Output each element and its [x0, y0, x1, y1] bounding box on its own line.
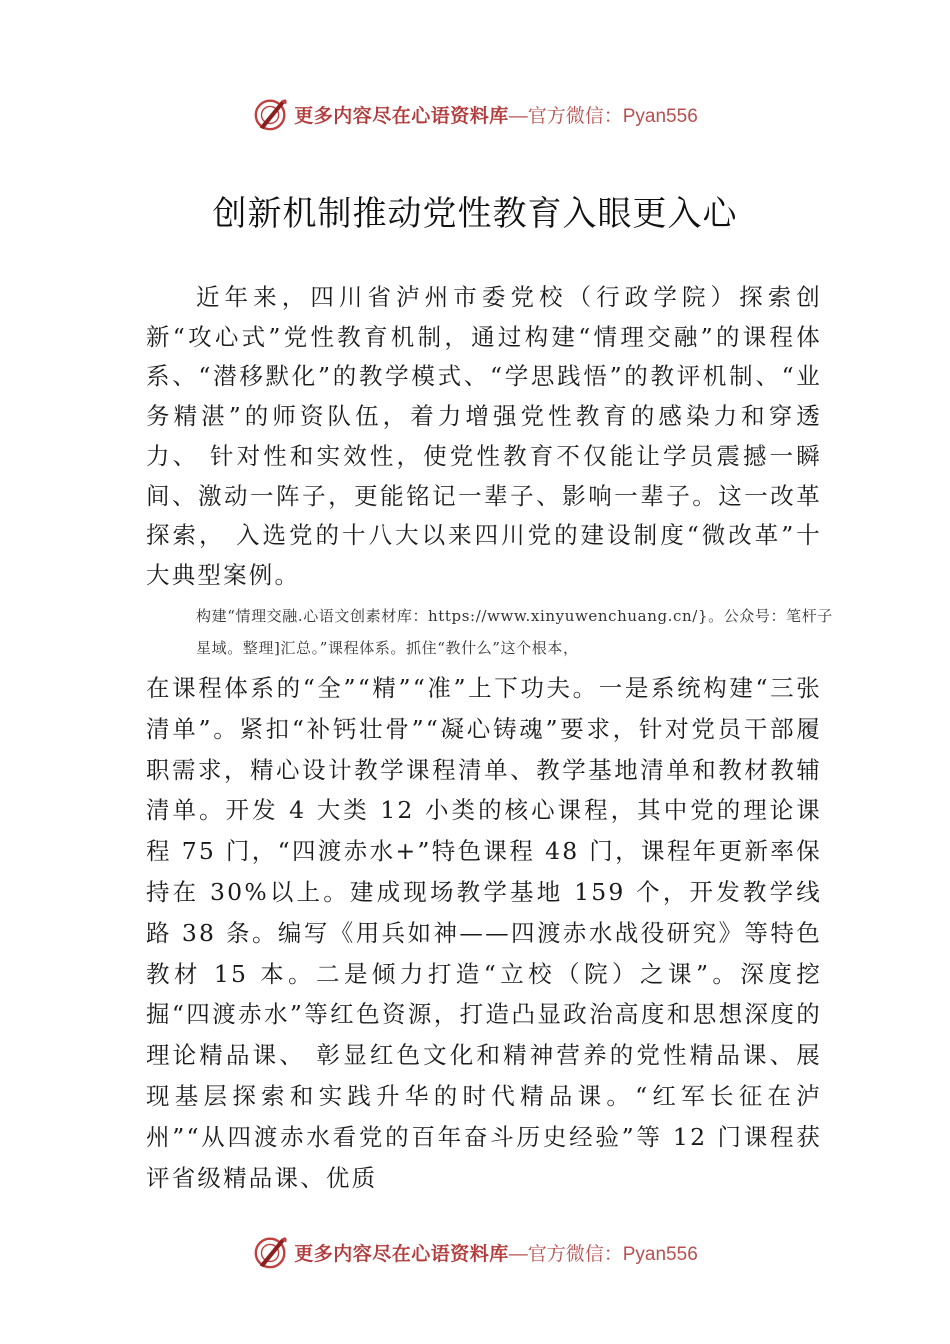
paragraph-curriculum: 在课程体系的“全”“精”“准”上下功夫。一是系统构建“三张清单”。紧扣“补钙壮骨”“凝心铸魂”要求，针对党员干部履职需求，精心设计教学课程清单、教学基地清单和教材教辅清单。开发 4 大类 12 小类的核心课程，其中党的理论课程 75 门，“四渡赤水+”特色课程 48 门，课程年更新率保持在 30%以上。建成现场教学基地 159 个，开发教学线路 38 条。编写《用兵如神——四渡赤水战役研究》等特色教材 15 本。二是倾力打造“立校（院）之课”。深度挖掘“四渡赤水”等红色资源，打造凸显政治高度和思想深度的理论精品课、 彰显红色文化和精神营养的党性精品课、展现基层探索和实践升华的时代精品课。“红军长征在泸州”“从四渡赤水看党的百年奋斗历史经验”等 12 门课程获评省级精品课、优质 — [146, 674, 822, 1192]
banner-lead-text: 更多内容尽在心语资料库 — [294, 104, 509, 127]
quill-seal-icon — [252, 95, 290, 133]
source-note: 构建“情理交融.心语文创素材库：https://www.xinyuwenchuang.cn/}。公众号：笔杆子星域。整理]汇总。”课程体系。抓住“教什么”这个根本， — [196, 607, 833, 657]
header-banner — [0, 94, 950, 134]
banner-lead-text: 更多内容尽在心语资料库 — [294, 1242, 509, 1265]
banner-wechat-text: —官方微信：Pyan556 — [508, 1243, 698, 1265]
quill-seal-icon — [252, 1233, 290, 1271]
paragraph-intro: 近年来，四川省泸州市委党校（行政学院）探索创新“攻心式”党性教育机制，通过构建“情理交融”的课程体系、“潜移默化”的教学模式、“学思践悟”的教评机制、“业务精湛”的师资队伍，着力增强党性教育的感染力和穿透力、 针对性和实效性，使党性教育不仅能让学员震撼一瞬间、激动一阵子，更能铭记一辈子、影响一辈子。这一改革探索， 入选党的十八大以来四川党的建设制度“微改革”十大典型案例。 — [146, 283, 822, 589]
banner-wechat-text: —官方微信：Pyan556 — [508, 105, 698, 127]
article-title: 创新机制推动党性教育入眼更入心 — [212, 194, 738, 234]
footer-banner — [0, 1232, 950, 1272]
